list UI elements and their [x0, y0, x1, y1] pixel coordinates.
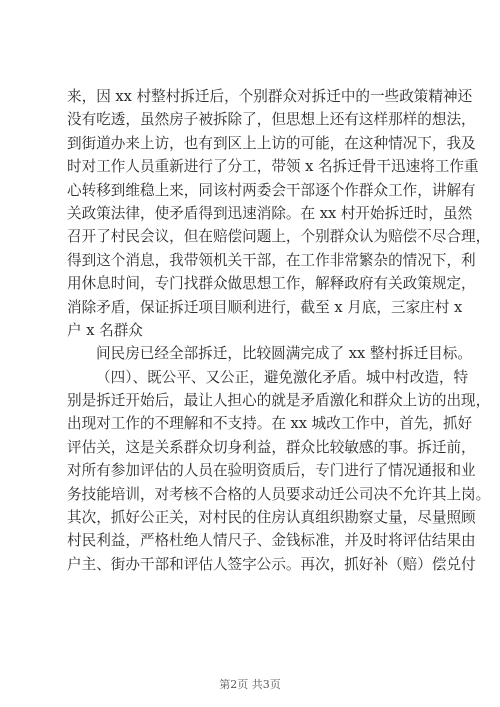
text-line: 没有吃透，虽然房子被拆除了，但思想上还有这样那样的想法，	[67, 111, 476, 129]
text-line: 来，因 xx 村整村拆迁后，个别群众对拆迁中的一些政策精神还	[67, 88, 473, 105]
text-line: 村民利益，严格杜绝人情尺子、金钱标准，并及时将评估结果由	[67, 532, 476, 550]
text-line: 务技能培训，对考核不合格的人员要求动迁公司决不允许其上岗。	[67, 485, 491, 503]
text-line: 其次，抓好公正关，对村民的住房认真组织勘察丈量，尽量照顾	[67, 509, 476, 527]
text-line: 出现对工作的不理解和不支持。在 xx 城改工作中，首先，抓好	[67, 415, 473, 433]
text-line: 对所有参加评估的人员在验明资质后，专门进行了情况通报和业	[67, 462, 476, 480]
text-line: 评估关，这是关系群众切身利益，群众比较敏感的事。拆迁前，	[67, 438, 476, 456]
text-line: 别是拆迁开始后，最让人担心的就是矛盾激化和群众上访的出现，	[67, 392, 491, 410]
text-line: 间民房已经全部拆迁，比较圆满完成了 xx 整村拆迁目标。	[96, 345, 472, 363]
body-text	[67, 85, 491, 576]
text-line: 户 x 名群众	[67, 321, 143, 339]
text-line: 户主、街办干部和评估人签字公示。再次，抓好补（赔）偿兑付	[67, 555, 476, 573]
text-line: 心转移到维稳上来，同该村两委会干部逐个作群众工作，讲解有	[67, 181, 476, 199]
text-line: 用休息时间，专门找群众做思想工作，解释政府有关政策规定，	[67, 275, 476, 293]
text-line: 召开了村民会议，但在赔偿问题上，个别群众认为赔偿不尽合理，	[67, 228, 491, 246]
text-line: 时对工作人员重新进行了分工，带领 x 名拆迁骨干迅速将工作重	[67, 158, 479, 176]
section-heading-line: （四）、既公平、又公正，避免激化矛盾。城中村改造，特	[96, 368, 469, 386]
text-line: 关政策法律，使矛盾得到迅速消除。在 xx 村开始拆迁时，虽然	[67, 204, 473, 222]
text-line: 消除矛盾，保证拆迁项目顺利进行，截至 x 月底，三家庄村 x	[67, 298, 463, 316]
text-line: 到街道办来上访，也有到区上上访的可能，在这种情况下，我及	[67, 134, 476, 152]
page-footer: 第2页 共3页	[219, 678, 281, 691]
text-line: 得到这个消息，我带领机关干部，在工作非常繁杂的情况下，利	[67, 251, 476, 269]
